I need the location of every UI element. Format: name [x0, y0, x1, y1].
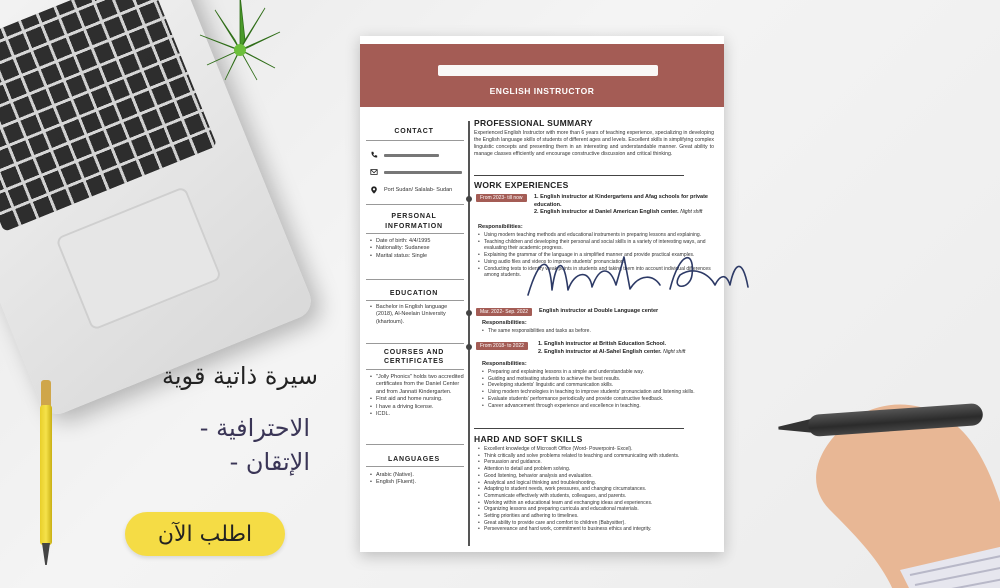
promo-item-mastery: الإتقان -	[229, 448, 310, 476]
skills-heading: HARD AND SOFT SKILLS	[474, 434, 583, 444]
list-item: • Communicate effectively with students, colleagues, and parents.	[478, 493, 714, 500]
list-item: • "Jolly Phonics" holds two accredited certificates from the Daniel Center and from Jannati Kindergarten.	[370, 374, 465, 396]
timeline-dot	[466, 344, 472, 350]
pencil-image	[38, 380, 54, 570]
promo-title: سيرة ذاتية قوية	[162, 362, 318, 390]
job-position: English instructor at Double Language center	[539, 308, 659, 314]
divider	[366, 300, 464, 301]
list-item: • I have a driving license.	[370, 404, 465, 411]
list-item: • Persevereance and hard work, commitment to business ethics and integrity.	[478, 526, 714, 533]
list-item: • English (Fluent).	[370, 479, 465, 486]
contact-heading: CONTACT	[394, 128, 434, 135]
list-item: • Organizing lessons and preparing curricula and educational materials.	[478, 506, 714, 513]
job-note: Night shift	[663, 348, 686, 355]
order-now-button[interactable]: اطلب الآن	[125, 512, 285, 556]
list-item: • Teaching children and developing their personal and social skills in a variety of interesting ways, and evaluating their academic progress.	[478, 239, 714, 252]
responsibilities-heading: Responsibilities:	[482, 320, 527, 326]
timeline-dot	[466, 196, 472, 202]
contact-address	[370, 186, 452, 194]
list-item: • Persuasion and guidance.	[478, 459, 714, 466]
list-item: • Using audio files and videos to improve students' pronunciation.	[478, 259, 714, 266]
resume-header	[360, 44, 724, 107]
list-item: • Guiding and motivating students to achieve the best results.	[482, 376, 718, 383]
responsibilities-list	[482, 369, 718, 409]
job-note: Night shift	[680, 209, 703, 215]
divider	[474, 175, 684, 176]
divider	[366, 369, 464, 370]
list-item: • Adapting to student needs, work pressures, and changing circumstances.	[478, 486, 714, 493]
languages-heading: LANGUAGES	[388, 456, 440, 463]
list-item: • Career advancement through experience and excellence in teaching.	[482, 403, 718, 410]
education-heading: EDUCATION	[389, 290, 439, 297]
job-position: 1. English instructor at British Education School.	[538, 341, 667, 347]
list-item: • First aid and home nursing.	[370, 396, 465, 403]
list-item: • The same responsibilities and tasks as before.	[482, 328, 718, 335]
list-item: • Think critically and solve problems related to teaching and communicating with students.	[478, 453, 714, 460]
divider	[366, 279, 464, 280]
courses-list	[370, 374, 465, 418]
job-positions	[539, 308, 714, 316]
summary-text: Experienced English Instructor with more than 6 years of teaching experience, specializing in developing the English language skills of students of different ages and levels. Excellent skills in simplifying complex linguistic concepts and presenting them in an interesting and understandable manner. Great ability to manage classes efficiently and encourage constructive discussion and critical thinking.	[474, 130, 714, 157]
divider	[366, 343, 464, 344]
job-title: ENGLISH INSTRUCTOR	[489, 86, 595, 96]
courses-heading: COURSES AND CERTIFICATES	[383, 349, 445, 365]
list-item: • Setting priorities and adhering to timelines.	[478, 513, 714, 520]
list-item: • ICDL.	[370, 411, 465, 418]
list-item: • Using modern technologies in teaching to improve students' pronunciation and listening skills.	[482, 389, 718, 396]
timeline-line	[468, 121, 470, 546]
work-heading: WORK EXPERIENCES	[474, 180, 569, 190]
personal-list	[370, 238, 465, 260]
list-item: • Great ability to provide care and comfort to children (Babysitter).	[478, 520, 714, 527]
job-positions	[534, 194, 714, 217]
list-item: • Date of birth: 4/4/1995	[370, 238, 465, 245]
timeline-dot	[466, 310, 472, 316]
languages-list	[370, 472, 465, 487]
contact-email	[370, 168, 462, 176]
divider	[366, 204, 464, 205]
list-item: • Preparing and explaining lessons in a simple and understandable way.	[482, 369, 718, 376]
plant-image	[185, 0, 295, 85]
divider	[474, 428, 684, 429]
list-item: • Arabic (Native).	[370, 472, 465, 479]
location-icon	[370, 186, 378, 194]
job-positions	[538, 341, 714, 356]
list-item: • Marital status: Single	[370, 253, 465, 260]
list-item: • Conducting tests to identify weak points in students and taking them into account individual differences among students.	[478, 266, 714, 279]
divider	[366, 233, 464, 234]
list-item: • Evaluate students' performance periodically and provide constructive feedback.	[482, 396, 718, 403]
responsibilities-heading: Responsibilities:	[482, 361, 527, 367]
address-text: Port Sudan/ Salalab- Sudan	[384, 187, 453, 193]
divider	[366, 140, 464, 141]
email-icon	[370, 168, 378, 176]
job-position: 1. English instructor at Kindergartens and Afag schools for private education.	[534, 194, 708, 208]
job-position: 2. English instructor at Al-Sahel English center.	[538, 348, 662, 355]
job-position: 2. English instructor at Daniel American English center.	[534, 209, 679, 215]
left-column	[360, 116, 468, 552]
promo-item-professionalism: الاحترافية -	[199, 414, 310, 442]
job-date-badge: Mar. 2022- Sep. 2022	[476, 308, 532, 316]
list-item: • Analytical and logical thinking and troubleshooting.	[478, 480, 714, 487]
list-item: • Developing students' linguistic and communication skills.	[482, 382, 718, 389]
responsibilities-list	[478, 232, 714, 279]
list-item: • Using modern teaching methods and educational instruments in preparing lessons and explaining.	[478, 232, 714, 239]
list-item: • Working within an educational team and exchanging ideas and experiences.	[478, 500, 714, 507]
list-item: • Excellent knowledge of Microsoft Office (Word- Powerpoint- Excel).	[478, 446, 714, 453]
resume-sheet	[360, 36, 724, 552]
divider	[366, 444, 464, 445]
skills-list	[478, 446, 714, 533]
name-redacted	[438, 65, 658, 76]
list-item: • Explaining the grammar of the language in a simplified manner and provide practical examples.	[478, 252, 714, 259]
list-item: • Attention to detail and problem solving.	[478, 466, 714, 473]
responsibilities-list	[482, 328, 718, 335]
divider	[366, 466, 464, 467]
job-date-badge: From 2018- to 2022	[476, 342, 528, 350]
summary-heading: PROFESSIONAL SUMMARY	[474, 118, 593, 128]
personal-heading: PERSONAL INFORMATION	[385, 213, 443, 230]
education-list	[370, 304, 465, 326]
list-item: • Bachelor in English language (2018), Al-Neelain University (khartoum).	[370, 304, 465, 326]
phone-icon	[370, 151, 378, 159]
list-item: • Good listening, behavior analysis and evaluation.	[478, 473, 714, 480]
list-item: • Nationality: Sudanese	[370, 245, 465, 252]
responsibilities-heading: Responsibilities:	[478, 224, 523, 230]
job-date-badge: From 2023- till now	[476, 194, 527, 202]
contact-phone	[370, 151, 439, 159]
